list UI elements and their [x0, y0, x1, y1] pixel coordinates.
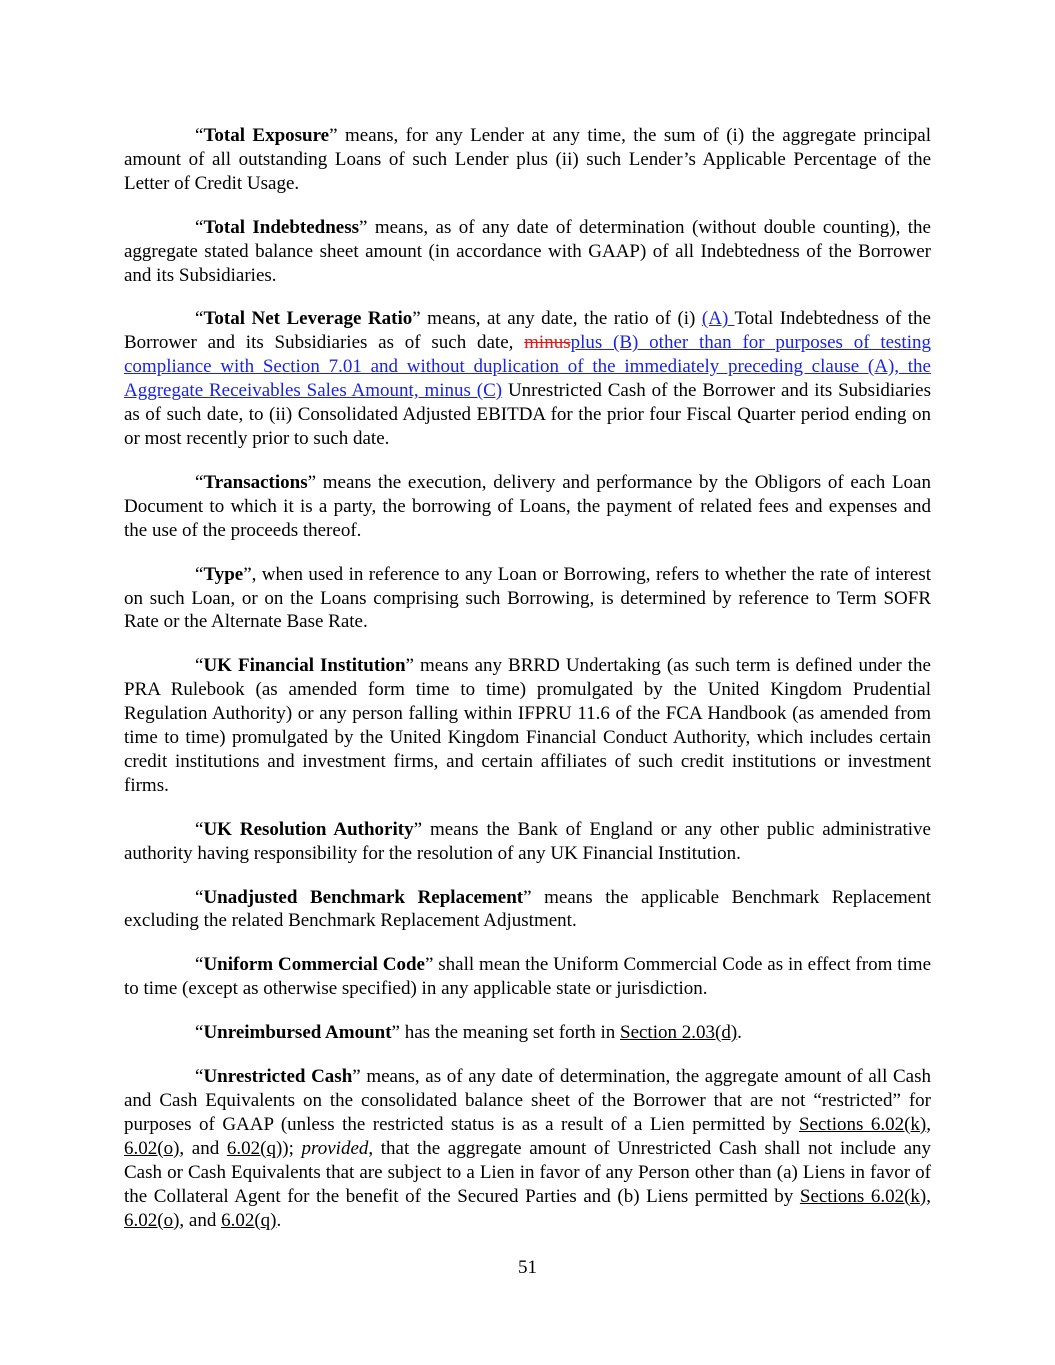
definition-text: ” shall mean the Uniform Commercial Code as in effect from time to time (except as otherwise specified) in any applicable state or jurisdiction.: [124, 954, 931, 1000]
section-reference: 6.02(q): [226, 1137, 283, 1159]
definition-text: .: [276, 1209, 282, 1231]
definition-text: ” means the applicable Benchmark Replacement excluding the related Benchmark Replacement Adjustment.: [124, 886, 931, 932]
definition-unadjusted-benchmark-replacement: “Unadjusted Benchmark Replacement” means the applicable Benchmark Replacement excluding the related Benchmark Replacement Adjustment.: [124, 886, 931, 932]
definition-total-exposure: “Total Exposure” means, for any Lender at any time, the sum of (i) the aggregate principal amount of all outstanding Loans of such Lender plus (ii) such Lender’s Applicable Percentage of the Letter of Credit Usage.: [124, 125, 932, 194]
defined-term: Total Net Leverage Ratio: [203, 308, 413, 330]
italic-term: provided: [301, 1137, 369, 1159]
inserted-text: plus (B) other than for purposes of testing compliance with Section 7.01 and without duplication of the immediately preceding clause (A), the Aggregate Receivables Sales Amount, minus (C): [124, 332, 931, 402]
definition-text: Total Indebtedness of the Borrower and its Subsidiaries as of such date,: [124, 308, 931, 354]
inserted-text: (A): [701, 308, 735, 330]
defined-term: Unadjusted Benchmark Replacement: [203, 886, 524, 908]
definition-text: ” has the meaning set forth in: [391, 1022, 620, 1044]
definition-uk-resolution-authority: “UK Resolution Authority” means the Bank of England or any other public administrative authority having responsibility for the resolution of any UK Financial Institution.: [124, 818, 931, 864]
definition-unrestricted-cash: “Unrestricted Cash” means, as of any date of determination, the aggregate amount of all Cash and Cash Equivalents on the consolidated balance sheet of the Borrower that are not “restricted” for purposes of GAAP (unless the restricted status is as a result of a Lien permitted by Sections 6.02(k), 6.02(o), and 6.02(q)); provided, that the aggregate amount of Unrestricted Cash shall not include any Cash or Cash Equivalents that are subject to a Lien in favor of any Person other than (a) Liens in favor of the Collateral Agent for the benefit of the Secured Parties and (b) Liens permitted by Sections 6.02(k), 6.02(o), and 6.02(q).: [124, 1066, 931, 1231]
deleted-text: minus: [524, 332, 571, 354]
definition-text: ” means the execution, delivery and performance by the Obligors of each Loan Document to which it is a party, the borrowing of Loans, the payment of related fees and expenses and the use of the proceeds thereof.: [124, 471, 931, 541]
section-reference: 6.02(o): [124, 1137, 180, 1159]
defined-term: UK Financial Institution: [203, 655, 406, 677]
definition-text: ” means, as of any date of determination, the aggregate amount of all Cash and Cash Equivalents on the consolidated balance sheet of the Borrower that are not “restricted” for purposes of GAAP (unless the restricted status is as a result of a Lien permitted by: [124, 1066, 931, 1135]
page-number: 51: [518, 1257, 537, 1278]
defined-term: Total Indebtedness: [203, 216, 360, 238]
section-reference: Section 2.03(d): [620, 1022, 738, 1044]
definition-text: ” means, for any Lender at any time, the sum of (i) the aggregate principal amount of all outstanding Loans of such Lender plus (ii) such Lender’s Applicable Percentage of the Letter of Credit Usage.: [124, 125, 932, 194]
definition-transactions: “Transactions” means the execution, delivery and performance by the Obligors of each Loan Document to which it is a party, the borrowing of Loans, the payment of related fees and expenses and the use of the proceeds thereof.: [124, 471, 931, 541]
definition-text: Unrestricted Cash of the Borrower and its Subsidiaries as of such date, to (ii) Consolidated Adjusted EBITDA for the prior four Fiscal Quarter period ending on or most recently prior to such date.: [124, 380, 931, 449]
defined-term: Transactions: [203, 471, 308, 493]
definition-unreimbursed-amount: “Unreimbursed Amount” has the meaning set forth in Section 2.03(d).: [195, 1022, 742, 1044]
section-reference: Sections 6.02(k): [798, 1113, 927, 1135]
definition-text: ” means the Bank of England or any other public administrative authority having responsibility for the resolution of any UK Financial Institution.: [124, 818, 931, 864]
definition-total-net-leverage-ratio: “Total Net Leverage Ratio” means, at any date, the ratio of (i) (A) Total Indebtedness of the Borrower and its Subsidiaries as of such date, minusplus (B) other than for purposes of testing compliance with Section 7.01 and without duplication of the immediately preceding clause (A), the Aggregate Receivables Sales Amount, minus (C) Unrestricted Cash of the Borrower and its Subsidiaries as of such date, to (ii) Consolidated Adjusted EBITDA for the prior four Fiscal Quarter period ending on or most recently prior to such date.: [124, 308, 931, 449]
definition-text: ” means, at any date, the ratio of (i): [412, 308, 702, 330]
definition-text: , that the aggregate amount of Unrestricted Cash shall not include any Cash or Cash Equivalents that are subject to a Lien in favor of any Person other than (a) Liens in favor of the Collateral Agent for the benefit of the Secured Parties and (b) Liens permitted by: [124, 1137, 931, 1207]
definition-text: ” means, as of any date of determination (without double counting), the aggregate stated balance sheet amount (in accordance with GAAP) of all Indebtedness of the Borrower and its Subsidiaries.: [124, 216, 931, 286]
defined-term: UK Resolution Authority: [203, 818, 414, 840]
definition-type: “Type”, when used in reference to any Loan or Borrowing, refers to whether the rate of interest on such Loan, or on the Loans comprising such Borrowing, is determined by reference to Term SOFR Rate or the Alternate Base Rate.: [124, 563, 931, 633]
definition-uk-financial-institution: “UK Financial Institution” means any BRRD Undertaking (as such term is defined under the PRA Rulebook (as amended form time to time) promulgated by the United Kingdom Prudential Regulation Authority) or any person falling within IFPRU 11.6 of the FCA Handbook (as amended from time to time) promulgated by the United Kingdom Financial Conduct Authority, which includes certain credit institutions and investment firms, and certain affiliates of such credit institutions or investment firms.: [124, 655, 931, 796]
defined-term: Unreimbursed Amount: [203, 1022, 392, 1044]
definition-uniform-commercial-code: “Uniform Commercial Code” shall mean the Uniform Commercial Code as in effect from time to time (except as otherwise specified) in any applicable state or jurisdiction.: [124, 954, 931, 1000]
document-page: [124, 124, 931, 1252]
defined-term: Uniform Commercial Code: [203, 954, 425, 976]
definition-text: );: [282, 1137, 302, 1159]
definition-total-indebtedness: “Total Indebtedness” means, as of any date of determination (without double counting), the aggregate stated balance sheet amount (in accordance with GAAP) of all Indebtedness of the Borrower and its Subsidiaries.: [124, 216, 931, 286]
defined-term: Type: [203, 563, 244, 585]
defined-term: Total Exposure: [203, 125, 330, 146]
defined-term: Unrestricted Cash: [203, 1066, 353, 1088]
section-reference: 6.02(o): [124, 1209, 180, 1231]
section-reference: 6.02(q): [221, 1209, 277, 1231]
section-reference: Sections 6.02(k): [799, 1185, 927, 1207]
definition-text: ” means any BRRD Undertaking (as such term is defined under the PRA Rulebook (as amended form time to time) promulgated by the United Kingdom Prudential Regulation Authority) or any person falling within IFPRU 11.6 of the FCA Handbook (as amended from time to time) promulgated by the United Kingdom Financial Conduct Authority, which includes certain credit institutions and investment firms, and certain affiliates of such credit institutions or investment firms.: [124, 655, 931, 796]
definition-text: ”, when used in reference to any Loan or Borrowing, refers to whether the rate of interest on such Loan, or on the Loans comprising such Borrowing, is determined by reference to Term SOFR Rate or the Alternate Base Rate.: [124, 563, 931, 633]
definition-text: .: [737, 1022, 742, 1044]
